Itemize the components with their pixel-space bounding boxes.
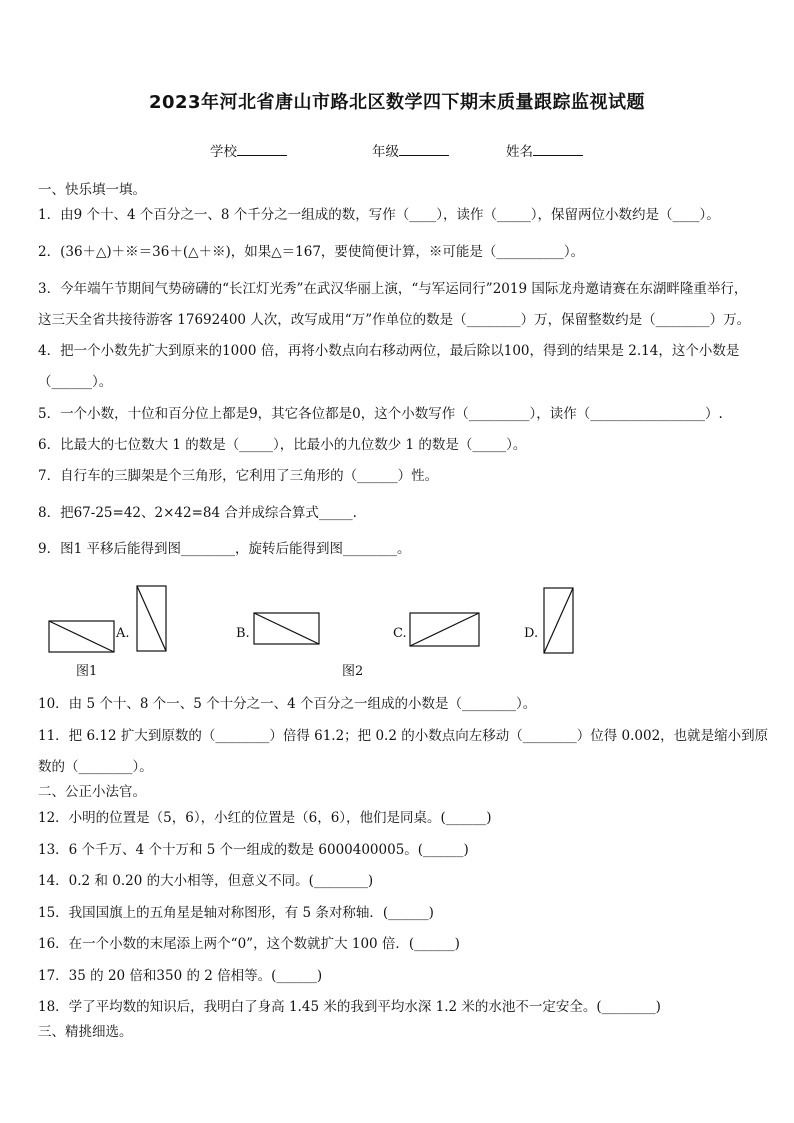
figure-1-shape bbox=[48, 620, 116, 654]
option-a-label: A. bbox=[116, 626, 130, 641]
question-18: 18．学了平均数的知识后，我明白了身高 1.45 米的我到平均水深 1.2 米的水池不一定安全。(________) bbox=[38, 999, 661, 1015]
question-14: 14．0.2 和 0.20 的大小相等，但意义不同。(________) bbox=[38, 873, 374, 889]
option-c-shape bbox=[409, 612, 481, 648]
option-d-shape bbox=[543, 587, 575, 655]
question-4-line-1: 4．把一个小数先扩大到原来的1000 倍，再将小数点向右移动两位，最后除以100，得到的结果是 2.14，这个小数是 bbox=[38, 343, 740, 359]
question-5: 5．一个小数，十位和百分位上都是9，其它各位都是0，这个小数写作（_________），读作（_________________）. bbox=[38, 406, 723, 422]
question-10: 10．由 5 个十、8 个一、5 个十分之一、4 个百分之一组成的小数是（________）。 bbox=[38, 696, 537, 712]
name-field bbox=[506, 140, 583, 160]
option-d-label: D. bbox=[524, 626, 539, 641]
question-1: 1．由9 个十、4 个百分之一、8 个千分之一组成的数，写作（____），读作（_____），保留两位小数约是（____）。 bbox=[38, 207, 720, 223]
school-field bbox=[210, 140, 287, 160]
question-9: 9．图1 平移后能得到图________，旋转后能得到图________。 bbox=[38, 541, 411, 557]
option-c-label: C. bbox=[393, 626, 407, 641]
figure-2-caption: 图2 bbox=[342, 664, 364, 679]
section-heading-1: 一、快乐填一填。 bbox=[38, 182, 146, 198]
name-label: 姓名 bbox=[506, 144, 533, 160]
question-7: 7．自行车的三脚架是个三角形，它利用了三角形的（______）性。 bbox=[38, 468, 439, 484]
question-4-line-2: （______）。 bbox=[38, 374, 113, 390]
grade-blank[interactable] bbox=[399, 141, 449, 156]
question-12: 12．小明的位置是（5，6），小红的位置是（6，6），他们是同桌。(______) bbox=[38, 810, 492, 826]
grade-field bbox=[372, 140, 449, 160]
school-label: 学校 bbox=[210, 144, 237, 160]
question-8: 8．把67-25=42、2×42=84 合并成综合算式_____. bbox=[38, 505, 357, 521]
page-title: 2023年河北省唐山市路北区数学四下期末质量跟踪监视试题 bbox=[148, 92, 646, 113]
question-11-line-1: 11．把 6.12 扩大到原数的（________）倍得 61.2；把 0.2 的小数点向左移动（________）位得 0.002，也就是缩小到原 bbox=[38, 728, 769, 744]
question-3-line-1: 3．今年端午节期间气势磅礴的“长江灯光秀”在武汉华丽上演，“与军运同行”2019 国际龙舟邀请赛在东湖畔隆重举行， bbox=[38, 281, 748, 297]
question-15: 15．我国国旗上的五角星是轴对称图形，有 5 条对称轴．(______) bbox=[38, 905, 434, 921]
option-a-shape bbox=[136, 585, 168, 653]
name-blank[interactable] bbox=[533, 141, 583, 156]
question-3-line-2: 这三天全省共接待游客 17692400 人次，改写成用“万”作单位的数是（________）万，保留整数约是（________）万。 bbox=[38, 312, 751, 328]
section-heading-2: 二、公正小法官。 bbox=[38, 784, 146, 800]
option-b-label: B. bbox=[236, 626, 250, 641]
section-heading-3: 三、精挑细选。 bbox=[38, 1024, 133, 1040]
question-2: 2．(36＋△)＋※＝36＋(△＋※)，如果△＝167，要使简便计算，※可能是（__________）。 bbox=[38, 244, 585, 260]
question-13: 13．6 个千万、4 个十万和 5 个一组成的数是 6000400005。(______) bbox=[38, 842, 469, 858]
question-11-line-2: 数的（________）。 bbox=[38, 759, 153, 775]
question-6: 6．比最大的七位数大 1 的数是（_____），比最小的九位数少 1 的数是（_____）。 bbox=[38, 437, 527, 453]
school-blank[interactable] bbox=[237, 141, 287, 156]
grade-label: 年级 bbox=[372, 144, 399, 160]
option-b-shape bbox=[253, 612, 321, 646]
question-16: 16．在一个小数的末尾添上两个“0”，这个数就扩大 100 倍．(______) bbox=[38, 936, 460, 952]
question-17: 17．35 的 20 倍和350 的 2 倍相等。(______) bbox=[38, 968, 323, 984]
figure-1-caption: 图1 bbox=[76, 664, 98, 679]
